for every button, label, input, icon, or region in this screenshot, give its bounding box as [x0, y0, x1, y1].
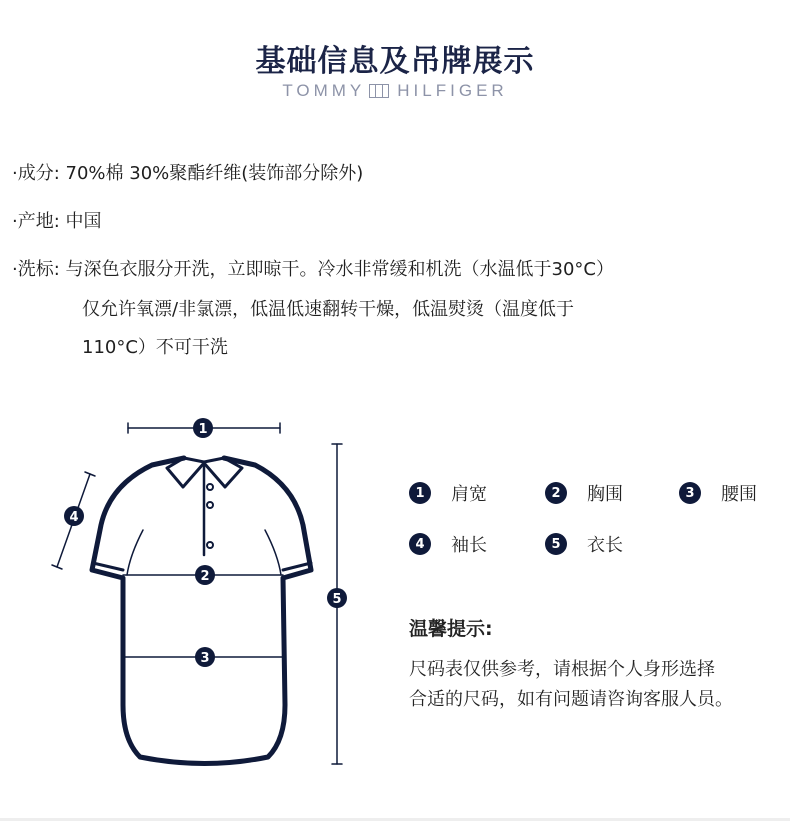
- brand-name-left: TOMMY: [282, 81, 366, 100]
- care-line-2: 仅允许氧漂/非氯漂，低温低速翻转干燥，低温熨烫（温度低于: [82, 299, 575, 320]
- shirt-measurement-diagram: [0, 400, 380, 780]
- legend-length: [545, 531, 623, 557]
- origin-row: [12, 206, 102, 238]
- marker-1: 1: [198, 422, 208, 437]
- legend-sleeve: [409, 531, 487, 557]
- composition-value: 70%棉 30%聚酯纤维(装饰部分除外): [65, 163, 364, 184]
- tip-line-1: 尺码表仅供参考，请根据个人身形选择: [409, 659, 715, 680]
- page-title: 基础信息及吊牌展示: [255, 44, 535, 79]
- care-line-3: 110°C）不可干洗: [82, 337, 228, 358]
- legend-label: 肩宽: [451, 484, 487, 505]
- brand-logo: [0, 81, 790, 101]
- left-armhole-seam: [127, 530, 143, 575]
- right-armhole-seam: [265, 530, 281, 575]
- legend-number: 1: [409, 482, 431, 504]
- legend-label: 衣长: [587, 535, 623, 556]
- marker-3: 3: [200, 651, 210, 666]
- tip-title: 温馨提示:: [409, 618, 493, 640]
- legend-number: 4: [409, 533, 431, 555]
- legend-label: 胸围: [587, 484, 623, 505]
- marker-2: 2: [200, 569, 210, 584]
- care-label: ·洗标:: [12, 259, 60, 280]
- flag-icon: [369, 84, 389, 98]
- legend-waist: [679, 480, 757, 506]
- origin-label: ·产地:: [12, 211, 60, 232]
- care-line-1: 与深色衣服分开洗，立即晾干。冷水非常缓和机洗（水温低于30°C）: [65, 259, 615, 280]
- shirt-outline: [92, 458, 311, 764]
- legend-shoulder: [409, 480, 487, 506]
- button: [207, 484, 213, 490]
- brand-name-right: HILFIGER: [397, 81, 508, 100]
- marker-4: 4: [69, 510, 79, 525]
- composition-row: [12, 158, 363, 190]
- composition-label: ·成分:: [12, 163, 60, 184]
- legend-number: 5: [545, 533, 567, 555]
- legend-label: 腰围: [721, 484, 757, 505]
- button: [207, 502, 213, 508]
- button: [207, 542, 213, 548]
- marker-5: 5: [332, 592, 342, 607]
- legend-number: 3: [679, 482, 701, 504]
- legend-number: 2: [545, 482, 567, 504]
- tip-line-2: 合适的尺码，如有问题请咨询客服人员。: [409, 689, 733, 710]
- legend-label: 袖长: [451, 535, 487, 556]
- legend-chest: [545, 480, 623, 506]
- origin-value: 中国: [65, 211, 102, 232]
- care-row: [12, 254, 614, 286]
